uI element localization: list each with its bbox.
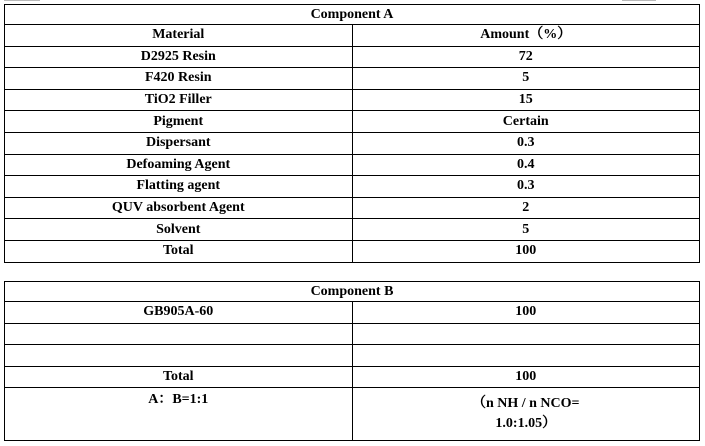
amount-cell: 15 — [352, 89, 700, 111]
material-cell: GB905A-60 — [5, 302, 353, 324]
nh-nco-ratio-text: （n NH / n NCO= 1.0:1.05） — [471, 396, 580, 432]
total-value-cell: 100 — [352, 366, 700, 388]
amount-cell: 0.4 — [352, 154, 700, 176]
component-b-table — [4, 281, 700, 441]
table-row — [5, 345, 700, 367]
table-title: Component B — [5, 282, 700, 302]
table-title-row — [5, 282, 700, 302]
table-total-row — [5, 366, 700, 388]
empty-cell — [5, 323, 353, 345]
table-title: Component A — [5, 5, 700, 25]
empty-cell — [5, 345, 353, 367]
empty-cell — [352, 323, 700, 345]
total-value-cell: 100 — [352, 240, 700, 262]
total-label-cell: Total — [5, 240, 353, 262]
amount-cell: 5 — [352, 68, 700, 90]
amount-cell: 2 — [352, 197, 700, 219]
nh-nco-ratio-cell — [352, 388, 700, 441]
material-cell: Flatting agent — [5, 176, 353, 198]
table-ratio-row — [5, 388, 700, 441]
table-row — [5, 197, 700, 219]
table-row — [5, 219, 700, 241]
amount-cell: 100 — [352, 302, 700, 324]
column-header-material: Material — [5, 25, 353, 47]
material-cell: Dispersant — [5, 132, 353, 154]
amount-cell: 5 — [352, 219, 700, 241]
empty-cell — [352, 345, 700, 367]
material-cell: Pigment — [5, 111, 353, 133]
material-cell: QUV absorbent Agent — [5, 197, 353, 219]
table-row — [5, 154, 700, 176]
page-edge-mark-right — [622, 0, 656, 1]
component-a-table — [4, 4, 700, 263]
column-header-amount: Amount（%） — [352, 25, 700, 47]
material-cell: F420 Resin — [5, 68, 353, 90]
table-row — [5, 68, 700, 90]
table-row — [5, 302, 700, 324]
table-row — [5, 323, 700, 345]
table-title-row — [5, 5, 700, 25]
mix-ratio-cell: A：B=1:1 — [5, 388, 353, 441]
amount-cell: 0.3 — [352, 132, 700, 154]
material-cell: Defoaming Agent — [5, 154, 353, 176]
material-cell: TiO2 Filler — [5, 89, 353, 111]
page-edge-mark-left — [4, 0, 40, 1]
material-cell: D2925 Resin — [5, 46, 353, 68]
table-row — [5, 132, 700, 154]
material-cell: Solvent — [5, 219, 353, 241]
amount-cell: 72 — [352, 46, 700, 68]
table-row — [5, 111, 700, 133]
table-row — [5, 46, 700, 68]
table-row — [5, 176, 700, 198]
amount-cell: Certain — [352, 111, 700, 133]
amount-cell: 0.3 — [352, 176, 700, 198]
table-row — [5, 89, 700, 111]
total-label-cell: Total — [5, 366, 353, 388]
table-header-row — [5, 25, 700, 47]
table-total-row — [5, 240, 700, 262]
